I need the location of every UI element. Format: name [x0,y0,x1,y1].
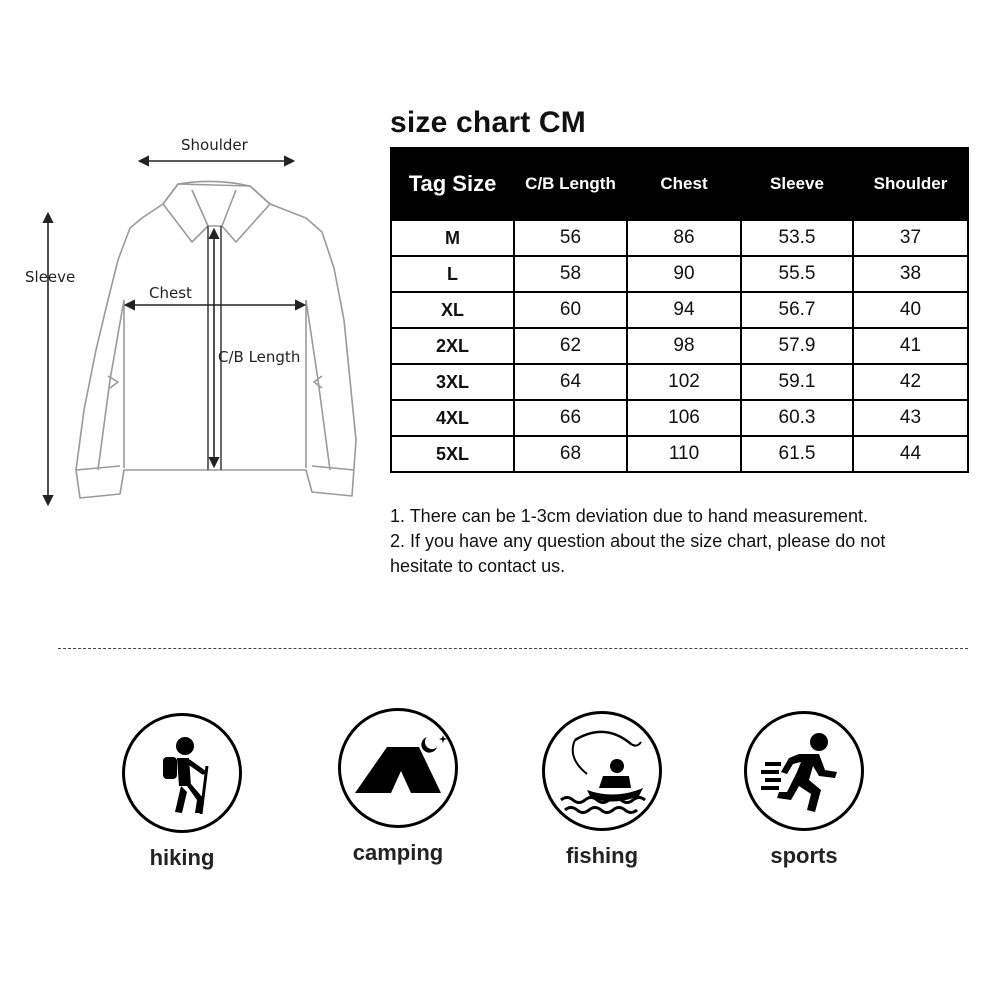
activity-hiking [82,713,282,871]
activity-label: sports [770,843,838,868]
table-header-row [391,148,968,220]
tent-icon [341,711,455,825]
cell-size: 2XL [391,328,514,364]
dashed-divider [58,648,968,649]
hiking-badge [122,713,242,833]
fisherman-icon [545,714,659,828]
cell-cb-length: 64 [514,364,627,400]
sports-badge [744,711,864,831]
cell-size: M [391,220,514,256]
cell-size: 3XL [391,364,514,400]
activity-camping [298,708,498,866]
size-table [390,147,969,473]
activity-label: hiking [149,845,215,870]
cell-sleeve: 61.5 [741,436,853,472]
table-row [391,256,968,292]
cell-size: L [391,256,514,292]
cell-sleeve: 59.1 [741,364,853,400]
table-row [391,436,968,472]
activity-fishing [502,711,702,869]
cell-sleeve: 57.9 [741,328,853,364]
cell-cb-length: 58 [514,256,627,292]
shoulder-label: Shoulder [181,136,248,154]
chest-label: Chest [149,284,192,302]
cell-chest: 94 [627,292,741,328]
header-shoulder: Shoulder [853,148,968,220]
note-1: 1. There can be 1-3cm deviation due to hand measurement. [390,506,868,526]
cell-sleeve: 55.5 [741,256,853,292]
cell-chest: 90 [627,256,741,292]
cell-sleeve: 56.7 [741,292,853,328]
sleeve-label: Sleeve [25,268,76,286]
cell-chest: 102 [627,364,741,400]
size-chart-title: size chart CM [390,106,586,139]
header-cb-length: C/B Length [514,148,627,220]
cb-length-label: C/B Length [218,348,301,366]
fishing-badge [542,711,662,831]
cell-chest: 86 [627,220,741,256]
cell-cb-length: 56 [514,220,627,256]
activity-label: fishing [565,843,639,868]
table-row [391,400,968,436]
cell-size: 4XL [391,400,514,436]
activity-sports [704,711,904,869]
cell-shoulder: 37 [853,220,968,256]
table-row [391,364,968,400]
cell-cb-length: 66 [514,400,627,436]
hiker-icon [125,716,239,830]
activity-label: camping [352,840,444,865]
cell-shoulder: 38 [853,256,968,292]
runner-icon [747,714,861,828]
cell-sleeve: 60.3 [741,400,853,436]
cell-cb-length: 60 [514,292,627,328]
jacket-diagram [0,120,380,520]
camping-badge [338,708,458,828]
cell-shoulder: 44 [853,436,968,472]
table-row [391,220,968,256]
cell-shoulder: 42 [853,364,968,400]
header-chest: Chest [627,148,741,220]
table-row [391,328,968,364]
note-2: 2. If you have any question about the size chart, please do not hesitate to contact us. [390,531,886,576]
cell-shoulder: 43 [853,400,968,436]
cell-size: XL [391,292,514,328]
table-row [391,292,968,328]
header-sleeve: Sleeve [741,148,853,220]
cell-shoulder: 40 [853,292,968,328]
cell-cb-length: 62 [514,328,627,364]
cell-chest: 106 [627,400,741,436]
cell-shoulder: 41 [853,328,968,364]
cell-chest: 110 [627,436,741,472]
header-tag-size: Tag Size [391,148,514,220]
size-notes [390,504,950,579]
cell-sleeve: 53.5 [741,220,853,256]
cell-chest: 98 [627,328,741,364]
cell-size: 5XL [391,436,514,472]
cell-cb-length: 68 [514,436,627,472]
